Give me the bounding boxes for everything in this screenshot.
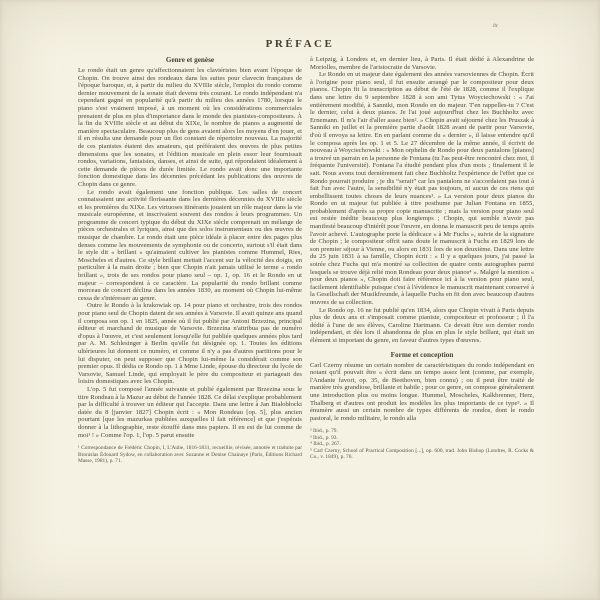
footnote-3: ³ Ibid., p. 93. (310, 434, 338, 441)
footnotes-left (78, 445, 302, 465)
two-column-layout (78, 56, 534, 465)
footnote-1: ¹ Correspondance de Frédéric Chopin, I, L'Aube, 1816-1831, recueillie, révisée, annotée et traduite par Bronislas Édouard Sydow, en collaboration avec Suzanne et Denise Chainaye (Paris, Éditions Richard Masse, 1981), p. 71. (78, 445, 302, 465)
paragraph-genre-4: L'op. 5 fut composé l'année suivante et publié également par Brzezina sous le titre Rondeau à la Mazur au début de l'année 1828. Ce délai s'explique probablement par la difficulté à trouver un éditeur qui l'accepte. Dans une lettre à Jan Białobłocki datée du 8 [janvier 1827] Chopin écrit : « Mon Rondeau [op. 5], plus ancien pourtant [que les mazurkas publiées auxquelles il fait référence] et que j'espérais donner à la lithographie, reste étouffé dans mes papiers. Il en est de lui comme de moi¹ ! » Comme l'op. 1, l'op. 5 parut ensuite (78, 385, 302, 439)
paragraph-rondo-ut-majeur: Le Rondo en ut majeur date également des années varsoviennes de Chopin. Écrit à l'origine pour piano seul, il fut ensuite arrangé par le compositeur pour deux pianos. Chopin fit la transcription au début de l'été de 1828, comme il l'explique dans une lettre du 9 septembre 1828 à son ami Tytus Woyciechowski : « J'ai entièrement modifié, à Sanniki, mon Rondo en do majeur. T'en rappelles-tu ? C'est le dernier, celui à deux pianos. Je l'ai joué aujourd'hui chez les Buchholtz avec Ernemann. Il m'a l'air d'aller assez bien². » Chopin avait séjourné chez les Pruszak à Sanniki en juillet et la première partie d'août 1828 avant de partir pour Varsovie, d'où il envoya sa lettre. En en parlant comme du « dernier », il laisse entendre qu'il le composa après les op. 1 et 5. Le 27 décembre de la même année, il écrivit de nouveau à Woyciechowski : « Mon orphelin de Rondo pour deux pantalons [pianos] a trouvé un parrain en la personne de Fontana (tu l'as peut-être rencontré chez moi, il fréquente l'université). Fontana l'a étudié pendant plus d'un mois ; finalement il le sait. Nous avons tout dernièrement fait chez Buchholtz l'expérience de l'effet que ce Rondo pourrait produire ; je dis “serait” car les pantalons ne s'accordaient pas tout à fait l'un avec l'autre, la sensibilité n'y était pas toujours, ni aucun de ces riens qui embellissent toutes choses de leurs nuances³. » La version pour deux pianos du Rondo en ut majeur fut publiée à titre posthume par Julian Fontana en 1855, probablement d'après sa propre copie manuscrite ; mais la version pour piano seul est restée inédite beaucoup plus longtemps ; Chopin, qui semble n'avoir pas manifesté beaucoup d'intérêt pour l'œuvre, en donna le manuscrit peu de temps après l'avoir achevé. L'autographe porte la dédicace « à Mr Fuchs », suivie de la signature de Chopin ; le compositeur offrit sans doute le manuscrit à Fuchs en 1829 lors de son premier séjour à Vienne, ou alors en 1831 lors de son deuxième. Dans une lettre du 25 juin 1831 à sa famille, Chopin écrit : « Il y a quelques jours, j'ai passé la soirée chez Fuchs qui m'a montré sa collection de quatre cents autographes parmi lesquels se trouve déjà relié mon Rondeau pour deux pianos⁴ ». Malgré la mention « pour deux pianos », Chopin doit faire référence ici à la version pour piano seul, facilement identifiable puisque c'est à l'évidence le manuscrit maintenant conservé à la Gesellschaft der Musikfreunde, à laquelle Fuchs en fit don avec beaucoup d'autres œuvres de sa collection. (310, 71, 534, 306)
paragraph-continuation: à Leipzig, à Londres et, en dernier lieu, à Paris. Il était dédié à Alexandrine de Moriolles, membre de l'aristocratie de Varsovie. (310, 56, 534, 71)
paragraph-rondo-op16: Le Rondo op. 16 ne fut publié qu'en 1834, alors que Chopin vivait à Paris depuis plus de deux ans et s'imposait comme pianiste, compositeur et professeur ; il l'a dédié à l'une de ses élèves, Caroline Hartmann. Ce devait être son dernier rondo indépendant, et dès lors il abandonna de plus en plus le style brillant, qui était un élément si important du genre, en faveur d'autres types d'œuvres. (310, 306, 534, 344)
footnote-5: ⁵ Carl Czerny, School of Practical Composition [...], op. 600, trad. John Bishop (Londres, R. Cocks & Co., v. 1849), p. 76. (310, 447, 534, 461)
right-column (310, 56, 534, 465)
page-number: ix (493, 22, 498, 29)
page-title: PRÉFACE (265, 38, 335, 50)
left-column (78, 56, 302, 465)
section-heading-genre-et-genese: Genre et genèse (165, 56, 215, 64)
footnote-2: ² Ibid., p. 79. (310, 428, 338, 435)
footnotes-right (310, 428, 534, 461)
section-heading-forme-et-conception: Forme et conception (390, 350, 454, 359)
footnote-4: ⁴ Ibid., p. 267. (310, 441, 341, 448)
paragraph-genre-3: Outre le Rondo à la krakowiak op. 14 pour piano et orchestre, trois des rondos pour piano seul de Chopin datent de ses années à Varsovie. Il avait quinze ans quand il composa son op. 1 en 1825, année où il fut publié par Antoni Brzezina, principal éditeur et marchand de musique de Varsovie. Brzezina n'attribua pas de numéro d'opus à l'œuvre, et c'est seulement lorsqu'elle fut publiée quelques années plus tard par A. M. Schlesinger à Berlin qu'elle fut désignée op. 1. Toutes les éditions ultérieures lui donnent ce numéro, et comme il n'y a pas d'autres partitions pour le lui disputer, on peut supposer que Chopin lui-même la considérait comme son premier opus. Il dédia ce Rondo op. 1 à Mme Linde, épouse du directeur du lycée de Varsovie, Samuel Linde, qui employait le père du compositeur et partageait des loisirs domestiques avec les Chopin. (78, 302, 302, 386)
paragraph-czerny: Carl Czerny résume un certain nombre de caractéristiques du rondo indépendant en notant qu'il pouvait être « écrit dans un tempo assez lent (comme, par exemple, l'Andante favori, op. 35, de Beethoven, bien connu) ; ou il peut être traité de manière très grandiose, brillante et habile ; pour ce genre, on compose généralement une introduction plus ou moins longue. Hummel, Moscheles, Kalkbrenner, Herz, Thalberg et d'autres ont produit les modèles les plus importants de ce type⁵. » Il énumère aussi un certain nombre de types différents de rondos, dont le rondo pastoral, le rondo militaire, le rondo alla (310, 361, 534, 422)
paragraph-genre-1: Le rondo était un genre qu'affectionnaient les claviéristes bien avant l'époque de Chopin. On trouve ainsi des rondeaux dans les suites pour clavecin françaises de l'époque baroque, et, à partir du milieu du XVIIIe siècle, l'emploi du rondo comme dernier mouvement de la sonate était devenu très courant. Le rondo indépendant n'a cependant gagné en popularité qu'à partir du milieu des années 1780, lorsque le piano s'est vraiment imposé, à un moment où les considérations commerciales prenaient de plus en plus d'importance dans le monde des pianistes-compositeurs. À la fin du XVIIIe siècle et au début du XIXe, le nombre de pianos a augmenté de manière spectaculaire. Beaucoup plus de gens avaient alors les moyens d'en jouer, et il en résulta une demande pour un flot constant de répertoire nouveau. La majorité de ces pianistes étaient des amateurs, qui préféraient des œuvres de plus petites dimensions que les sonates, et l'édition musicale en plein essor leur fournissait rondos, variations, fantaisies, danses, et ainsi de suite, qui répondaient idéalement à cette demande de pièces de durée limitée. Le rondo avait donc une importante fonction domestique dans les décennies précédant les publications des œuvres de Chopin dans ce genre. (78, 67, 302, 188)
paragraph-genre-2: Le rondo avait également une fonction publique. Les salles de concert connaissaient une activité florissante dans les dernières décennies du XVIIIe siècle et les premières du XIXe. Les virtuoses itinérants jouaient un rôle majeur dans la vie musicale européenne, et inscrivaient souvent des rondos à leurs programmes. Un programme de concert typique du début du XIXe siècle comprenait un mélange de pièces orchestrales et lyriques, ainsi que des solos instrumentaux ou des œuvres de musique de chambre. Le rondo était une pièce idéale à placer entre des pages plus denses comme les mouvements de symphonie ou de concerto, surtout s'il était dans le style dit « brillant » qu'aimaient cultiver les pianistes comme Hummel, Ries, Moscheles et d'autres. Ce style brillant mettait l'accent sur la vélocité des doigts, en particulier à la main droite ; bien que Chopin n'ait jamais utilisé le terme « rondo brillant », trois de ses rondos pour piano seul – op. 1, op. 16 et le Rondo en ut majeur – correspondent à ce caractère. La popularité du rondo brillant comme morceau de concert déclina dans les années 1830, au moment où Chopin lui-même cessa de s'intéresser au genre. (78, 188, 302, 302)
